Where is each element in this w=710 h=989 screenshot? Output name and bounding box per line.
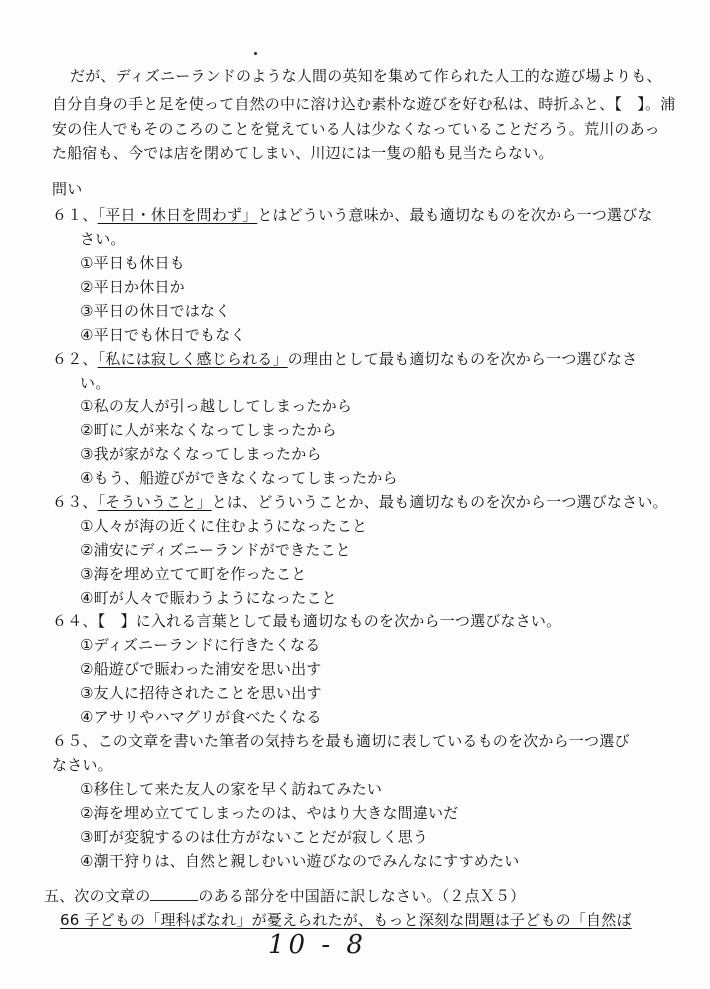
q65-option-3: ③町が変貌するのは仕方がないことだが寂しく思う [80,828,429,846]
q61-option-1: ①平日も休日も [80,254,185,272]
q62-option-2: ②町に人が来なくなってしまったから [80,421,337,439]
q65-option-2: ②海を埋め立ててしまったのは、やはり大きな間違いだ [80,804,459,822]
passage-line-2: 自分自身の手と足を使って自然の中に溶け込む素朴な遊びを好む私は、時折ふと、【 】。浦 [52,95,676,113]
q64-option-4: ④アサリやハマグリが食べたくなる [80,708,322,726]
question-65: ６５、この文章を書いた筆者の気持ちを最も適切に表しているものを次から一つ選び [52,732,630,750]
question-63 [52,492,668,512]
section5-before: 五、次の文章の [44,887,151,905]
q62-text: の理由として最も適切なものを次から一つ選びなさ [287,350,638,368]
q65-continuation: なさい。 [52,756,113,774]
q62-underlined-phrase: 「私には寂しく感じられる」 [97,350,288,368]
q63-option-2: ②浦安にディズニーランドができたこと [80,541,351,559]
q64-option-3: ③友人に招待されたことを思い出す [80,684,322,702]
passage-line-1: だが、ディズニーランドのような人間の英知を集めて作られた人工的な遊び場よりも、 [70,67,662,85]
passage-line-4: た船宿も、今では店を閉めてしまい、川辺には一隻の船も見当たらない。 [52,144,554,162]
stray-dot [254,52,257,55]
q61-continuation: さい。 [80,230,126,248]
q62-continuation: い。 [80,374,111,392]
q61-option-2: ②平日か休日か [80,278,185,296]
section-5-instruction [44,886,525,906]
q61-text: とはどういう意味か、最も適切なものを次から一つ選びな [257,206,653,224]
q63-underlined-phrase: 「そういうこと」 [97,493,212,511]
q65-option-4: ④潮干狩りは、自然と親しむいい遊びなのでみんなにすすめたい [80,852,520,870]
handwritten-page-number: 10 - 8 [268,930,367,960]
q62-option-1: ①私の友人が引っ越ししてしまったから [80,397,353,415]
passage-line-3: 安の住人でもそのころのことを覚えている人は少なくなっていることだろう。荒川のあっ [52,120,660,138]
q63-text: とは、どういうことか、最も適切なものを次から一つ選びなさい。 [211,493,668,511]
q61-underlined-phrase: 「平日・休日を問わず」 [97,206,258,224]
q64-option-1: ①ディズニーランドに行きたくなる [80,636,321,654]
q63-prefix: ６３、 [52,493,98,511]
q61-option-4: ④平日でも休日でもなく [80,326,246,344]
q63-option-3: ③海を埋め立てて町を作ったこと [80,565,307,583]
q63-option-1: ①人々が海の近くに住むようになったこと [80,517,368,535]
section5-after: のある部分を中国語に訳しなさい。（２点Ｘ５） [198,887,526,905]
question-64: ６４、【 】に入れる言葉として最も適切なものを次から一つ選びなさい。 [52,612,562,630]
q62-option-3: ③我が家がなくなってしまったから [80,445,322,463]
question-61 [52,205,653,225]
q62-option-4: ④もう、船遊びができなくなってしまったから [80,469,398,487]
q61-prefix: ６１、 [52,206,98,224]
q63-option-4: ④町が人々で賑わうようになったこと [80,589,337,607]
q65-option-1: ①移住して来た友人の家を早く訪ねてみたい [80,780,383,798]
q62-prefix: ６２、 [52,350,98,368]
question-66: 66 子どもの「理科ばなれ」が憂えられたが、もっと深刻な問題は子どもの「自然ば [60,911,632,929]
q61-option-3: ③平日の休日ではなく [80,302,231,320]
questions-heading: 問い [52,180,83,198]
underline-blank [150,886,198,901]
q64-option-2: ②船遊びで賑わった浦安を思い出す [80,660,322,678]
question-62 [52,349,637,369]
